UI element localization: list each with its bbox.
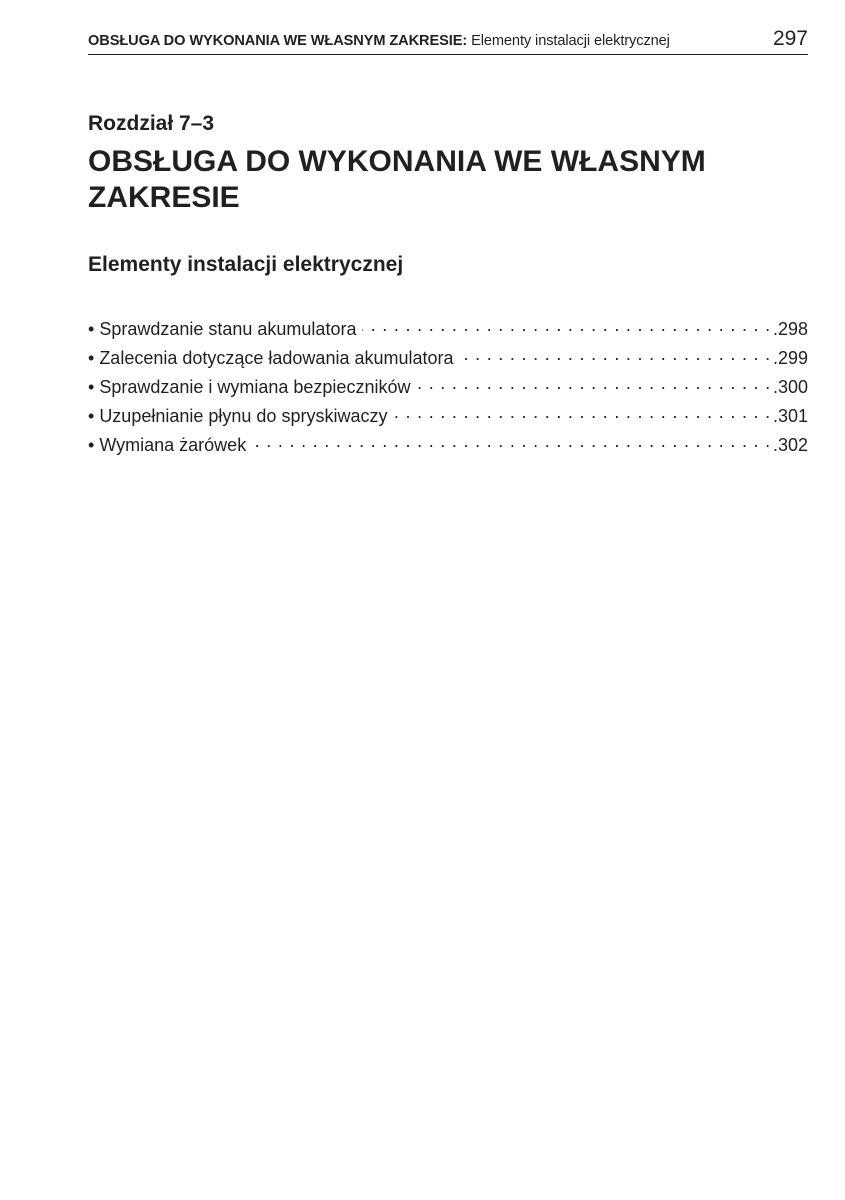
toc-item-label: Sprawdzanie i wymiana bezpieczników [99, 377, 411, 397]
running-header-section: OBSŁUGA DO WYKONANIA WE WŁASNYM ZAKRESIE: [88, 33, 468, 49]
bullet-icon: • [88, 406, 95, 426]
toc-item-label: Zalecenia dotyczące ładowania akumulatora [99, 348, 454, 368]
running-header-title [88, 33, 670, 49]
table-of-contents [88, 317, 808, 462]
toc-item[interactable] [88, 317, 808, 346]
running-header [88, 24, 808, 55]
toc-item-page: .300 [772, 377, 808, 397]
dot-leader [460, 346, 771, 364]
running-header-subsection: Elementy instalacji elektrycznej [467, 33, 670, 49]
dot-leader [393, 404, 771, 422]
chapter-label: Rozdział 7–3 [88, 112, 215, 135]
bullet-icon: • [88, 348, 95, 368]
toc-item[interactable] [88, 375, 808, 404]
toc-item-label: Wymiana żarówek [99, 435, 247, 455]
dot-leader [416, 375, 770, 393]
toc-item[interactable] [88, 346, 808, 375]
toc-item-page: .299 [772, 348, 808, 368]
dot-leader [252, 433, 771, 451]
bullet-icon: • [88, 319, 95, 339]
bullet-icon: • [88, 435, 95, 455]
toc-item-label: Sprawdzanie stanu akumulatora [99, 319, 357, 339]
page-number: 297 [772, 27, 808, 50]
bullet-icon: • [88, 377, 95, 397]
dot-leader [362, 317, 770, 335]
chapter-title: OBSŁUGA DO WYKONANIA WE WŁASNYM ZAKRESIE [88, 145, 706, 214]
toc-item-label: Uzupełnianie płynu do spryskiwaczy [99, 406, 388, 426]
toc-item[interactable] [88, 433, 808, 462]
toc-item-page: .301 [772, 406, 808, 426]
toc-item-page: .298 [772, 319, 808, 339]
toc-item-page: .302 [772, 435, 808, 455]
section-title: Elementy instalacji elektrycznej [88, 253, 404, 276]
toc-item[interactable] [88, 404, 808, 433]
